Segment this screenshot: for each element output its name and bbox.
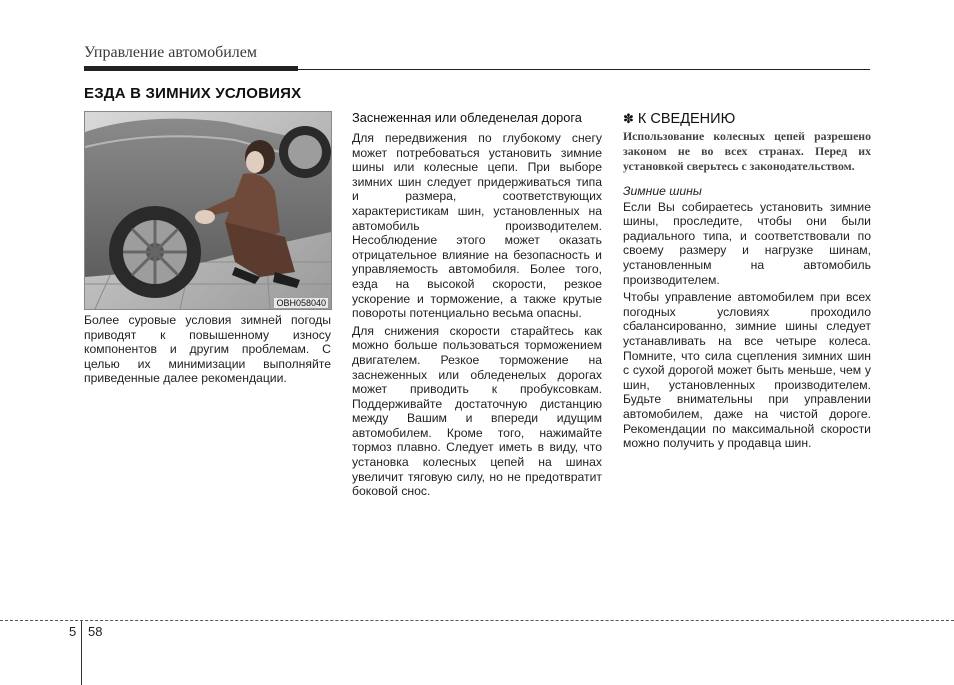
header-rule-thick [84, 66, 298, 71]
winter-tires-heading: Зимние шины [623, 184, 702, 198]
photo-illustration [85, 112, 331, 309]
header-rule-thin [298, 69, 870, 70]
intro-column [84, 313, 331, 386]
note-heading [623, 110, 871, 128]
info-column [623, 110, 871, 451]
footer-vertical-rule [81, 621, 82, 685]
figure-code: OBH058040 [276, 298, 326, 308]
winter-tires-paragraph-1: Если Вы собираетесь установить зимние шины, проследите, чтобы они были радиального типа, и соответствовали по своему размеру и нагрузке шинам, установленным на автомобиль производителем. [623, 199, 871, 287]
snowy-road-paragraph-2: Для снижения скорости старайтесь как можно больше пользоваться торможением двигателем. Резкое торможение на заснеженных или обледенелых дорогах может приводить к пробуксовкам. Поддерживайте достаточную дистанцию между Вашим и впереди идущим автомобилем. Кроме того, нажимайте тормоз плавно. Следует иметь в виду, что установка колесных цепей на шинах увеличит тяговую силу, но не предотвратит боковой снос. [352, 323, 602, 499]
note-text: Использование колесных цепей разрешено законом не во всех странах. Перед их установкой сверьтесь с законодательством. [623, 129, 871, 173]
note-title: К СВЕДЕНИЮ [637, 111, 736, 127]
page-number: 58 [88, 624, 103, 639]
footer-divider [0, 620, 954, 621]
winter-tires-paragraph-2: Чтобы управление автомобилем при всех погодных условиях проходило сбалансированно, зимние шины следует устанавливать на все четыре колеса. Помните, что сила сцепления зимних шин с сухой дорогой может быть меньше, чем у шин, установленных производителем. Будьте внимательны при управлении автомобилем, даже на чистой дороге. Рекомендации по максимальной скорости можно получить у продавца шин. [623, 290, 871, 451]
snowy-road-heading: Заснеженная или обледенелая дорога [352, 110, 582, 125]
section-title: ЕЗДА В ЗИМНИХ УСЛОВИЯХ [84, 85, 302, 102]
winter-tire-photo [84, 111, 332, 310]
intro-paragraph: Более суровые условия зимней погоды приводят к повышенному износу компонентов и другим проблемам. С целью их минимизации выполняйте приведенные далее рекомендации. [84, 313, 331, 386]
chapter-number: 5 [69, 624, 77, 639]
running-header: Управление автомобилем [84, 44, 258, 61]
snowy-road-paragraph-1: Для передвижения по глубокому снегу может потребоваться установить зимние шины или колесные цепи. При выборе зимних шин следует придерживаться типа и размера, соответствующих характеристикам шин, установленных на автомобиль производителем. Несоблюдение этого может оказать отрицательное влияние на безопасность и управляемость автомобиля. Более того, езда на высокой скорости, резкое ускорение и торможение, а также крутые повороты потенциально весьма опасны. [352, 131, 602, 321]
snowy-road-column [352, 110, 602, 499]
asterisk-icon: ✽ [623, 111, 634, 126]
